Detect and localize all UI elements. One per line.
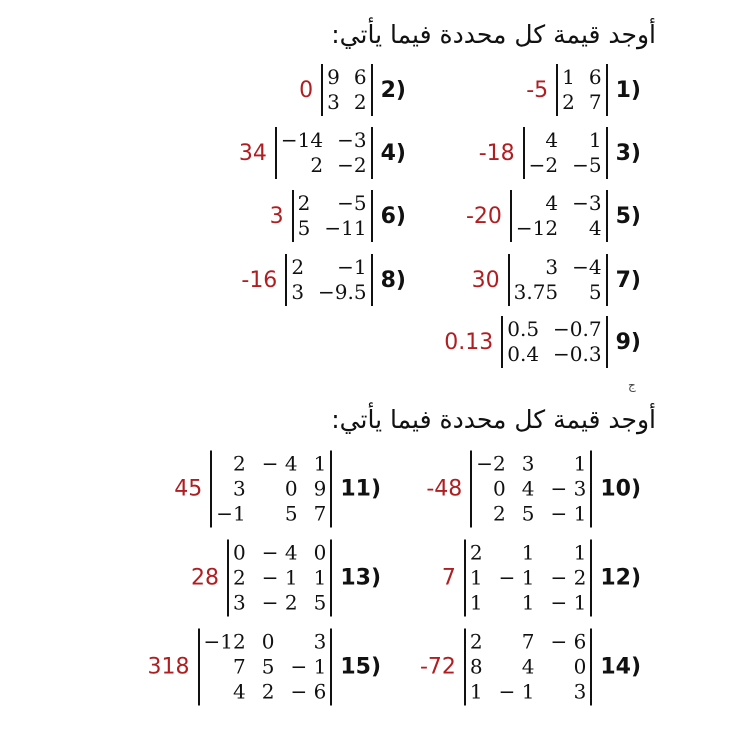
problem-5 — [466, 190, 641, 242]
matrix-entry: 4 — [545, 128, 559, 152]
matrix-entry: 4 — [521, 476, 535, 501]
matrix-entry: − 1 — [498, 679, 535, 704]
problem-number: 10) — [600, 476, 641, 502]
matrix-entry: 9 — [313, 476, 327, 501]
matrix-entry: 0 — [493, 476, 506, 501]
matrix-entry: 2 — [353, 90, 367, 114]
matrix-entry: −3 — [572, 191, 602, 215]
determinant-matrix — [198, 629, 333, 706]
determinant-matrix — [501, 316, 607, 368]
matrix-entry: 1 — [521, 540, 535, 565]
determinant-matrix — [556, 64, 607, 116]
problem-number: 11) — [340, 476, 381, 502]
matrix-entry: 3 — [545, 255, 559, 279]
answer-value: 3 — [269, 203, 284, 229]
matrix-entry: − 4 — [261, 451, 298, 476]
section-heading-2: أوجد قيمة كل محددة فيما يأتي: — [331, 405, 656, 434]
matrix-entry: −2 — [337, 153, 367, 177]
determinant-matrix — [285, 254, 372, 306]
problem-3 — [479, 127, 641, 179]
matrix-entry: 5 — [297, 216, 311, 240]
matrix-entry: 1 — [313, 565, 327, 590]
matrix-entry: 1 — [562, 65, 575, 89]
answer-value: 318 — [147, 654, 190, 680]
matrix-entry: 5 — [521, 501, 535, 526]
matrix-entry: 1 — [469, 679, 483, 704]
problem-10 — [426, 451, 641, 528]
determinant-matrix — [464, 540, 592, 617]
matrix-entry: 3 — [521, 451, 535, 476]
answer-value: 0.13 — [444, 329, 494, 355]
matrix-entry: 1 — [573, 451, 587, 476]
matrix-entry: −0.7 — [553, 317, 602, 341]
matrix-entry: −2 — [476, 451, 506, 476]
problem-11 — [174, 451, 381, 528]
answer-value: 45 — [174, 476, 203, 502]
matrix-entry: 3 — [233, 590, 246, 615]
problem-13 — [191, 540, 381, 617]
matrix-entry: 7 — [521, 629, 535, 654]
problem-14 — [420, 629, 641, 706]
matrix-entry: − 2 — [261, 590, 298, 615]
matrix-entry: 6 — [353, 65, 367, 89]
matrix-entry: −9.5 — [318, 280, 367, 304]
matrix-entry: − 1 — [550, 501, 587, 526]
determinant-matrix — [510, 190, 608, 242]
problem-1 — [526, 64, 641, 116]
problem-number: 15) — [340, 654, 381, 680]
matrix-entry: 1 — [469, 590, 483, 615]
problem-8 — [241, 254, 406, 306]
matrix-entry: 2 — [310, 153, 324, 177]
answer-value: 7 — [441, 565, 456, 591]
matrix-entry: 7 — [588, 90, 602, 114]
matrix-entry: 2 — [261, 679, 275, 704]
answer-value: 0 — [299, 77, 314, 103]
matrix-entry: 1 — [573, 540, 587, 565]
matrix-entry: 0.4 — [507, 342, 540, 366]
matrix-entry: 3 — [327, 90, 340, 114]
answer-value: -20 — [465, 203, 502, 229]
answer-value: -5 — [526, 77, 549, 103]
matrix-entry: −0.3 — [553, 342, 602, 366]
determinant-matrix — [464, 629, 592, 706]
matrix-entry: − 1 — [550, 590, 587, 615]
matrix-entry: 1 — [521, 590, 535, 615]
matrix-entry: 2 — [469, 629, 483, 654]
matrix-entry: 4 — [545, 191, 559, 215]
matrix-entry: 3 — [573, 679, 587, 704]
problem-number: 3) — [615, 140, 641, 166]
matrix-entry: −14 — [280, 128, 324, 152]
matrix-entry: −5 — [337, 191, 367, 215]
determinant-matrix — [275, 127, 373, 179]
matrix-entry: −3 — [337, 128, 367, 152]
matrix-entry: 4 — [588, 216, 602, 240]
matrix-entry: 3 — [313, 629, 327, 654]
determinant-matrix — [210, 451, 332, 528]
matrix-entry: −1 — [337, 255, 367, 279]
answer-value: 28 — [191, 565, 220, 591]
matrix-entry: 2 — [297, 191, 311, 215]
problem-12 — [442, 540, 641, 617]
matrix-entry: 9 — [327, 65, 340, 89]
matrix-entry: − 1 — [290, 654, 327, 679]
matrix-entry: −2 — [528, 153, 559, 177]
problem-number: 13) — [340, 565, 381, 591]
matrix-entry: 3.75 — [513, 280, 559, 304]
matrix-entry: − 2 — [550, 565, 587, 590]
matrix-entry: 4 — [233, 679, 246, 704]
problem-number: 6) — [380, 203, 406, 229]
matrix-entry: 5 — [313, 590, 327, 615]
matrix-entry: − 1 — [261, 565, 298, 590]
problem-number: 5) — [615, 203, 641, 229]
problem-2 — [299, 64, 406, 116]
problem-number: 2) — [380, 77, 406, 103]
matrix-entry: 0 — [573, 654, 587, 679]
answer-value: -48 — [426, 476, 463, 502]
matrix-entry: 4 — [521, 654, 535, 679]
matrix-entry: 0.5 — [507, 317, 540, 341]
problem-15 — [148, 629, 381, 706]
matrix-entry: 3 — [291, 280, 305, 304]
matrix-entry: 7 — [233, 654, 246, 679]
matrix-entry: −12 — [203, 629, 246, 654]
matrix-entry: 2 — [493, 501, 506, 526]
determinant-matrix — [292, 190, 373, 242]
stray-mark: ج — [628, 378, 636, 392]
problem-number: 4) — [380, 140, 406, 166]
matrix-entry: 2 — [233, 565, 246, 590]
answer-value: -18 — [478, 140, 515, 166]
problem-9 — [444, 316, 641, 368]
problem-number: 9) — [615, 329, 641, 355]
matrix-entry: −5 — [572, 153, 602, 177]
matrix-entry: 0 — [284, 476, 298, 501]
matrix-entry: 8 — [469, 654, 483, 679]
problem-4 — [239, 127, 406, 179]
matrix-entry: 5 — [284, 501, 298, 526]
problem-6 — [270, 190, 406, 242]
problem-number: 12) — [600, 565, 641, 591]
matrix-entry: −11 — [324, 216, 367, 240]
problem-number: 8) — [380, 267, 406, 293]
matrix-entry: 5 — [261, 654, 275, 679]
matrix-entry: 0 — [233, 540, 246, 565]
matrix-entry: −4 — [572, 255, 602, 279]
matrix-entry: 2 — [291, 255, 305, 279]
section-heading-1: أوجد قيمة كل محددة فيما يأتي: — [331, 20, 656, 49]
matrix-entry: 2 — [469, 540, 483, 565]
determinant-matrix — [321, 64, 372, 116]
answer-value: -16 — [241, 267, 278, 293]
problem-number: 1) — [615, 77, 641, 103]
matrix-entry: −12 — [515, 216, 559, 240]
determinant-matrix — [508, 254, 608, 306]
matrix-entry: 5 — [588, 280, 602, 304]
determinant-matrix — [523, 127, 608, 179]
matrix-entry: 6 — [588, 65, 602, 89]
answer-value: 30 — [471, 267, 500, 293]
problem-7 — [472, 254, 641, 306]
matrix-entry: − 3 — [550, 476, 587, 501]
determinant-matrix — [470, 451, 592, 528]
answer-value: 34 — [238, 140, 267, 166]
matrix-entry: − 1 — [498, 565, 535, 590]
matrix-entry: 1 — [588, 128, 602, 152]
problem-number: 7) — [615, 267, 641, 293]
problem-number: 14) — [600, 654, 641, 680]
determinant-matrix — [227, 540, 332, 617]
matrix-entry: 3 — [233, 476, 246, 501]
matrix-entry: − 4 — [261, 540, 298, 565]
matrix-entry: −1 — [216, 501, 246, 526]
matrix-entry: 1 — [469, 565, 483, 590]
matrix-entry: 0 — [313, 540, 327, 565]
matrix-entry: 2 — [233, 451, 246, 476]
matrix-entry: 0 — [261, 629, 275, 654]
matrix-entry: − 6 — [550, 629, 587, 654]
matrix-entry: 2 — [562, 90, 575, 114]
matrix-entry: 7 — [313, 501, 327, 526]
answer-value: -72 — [419, 654, 456, 680]
matrix-entry: − 6 — [290, 679, 327, 704]
matrix-entry: 1 — [313, 451, 327, 476]
